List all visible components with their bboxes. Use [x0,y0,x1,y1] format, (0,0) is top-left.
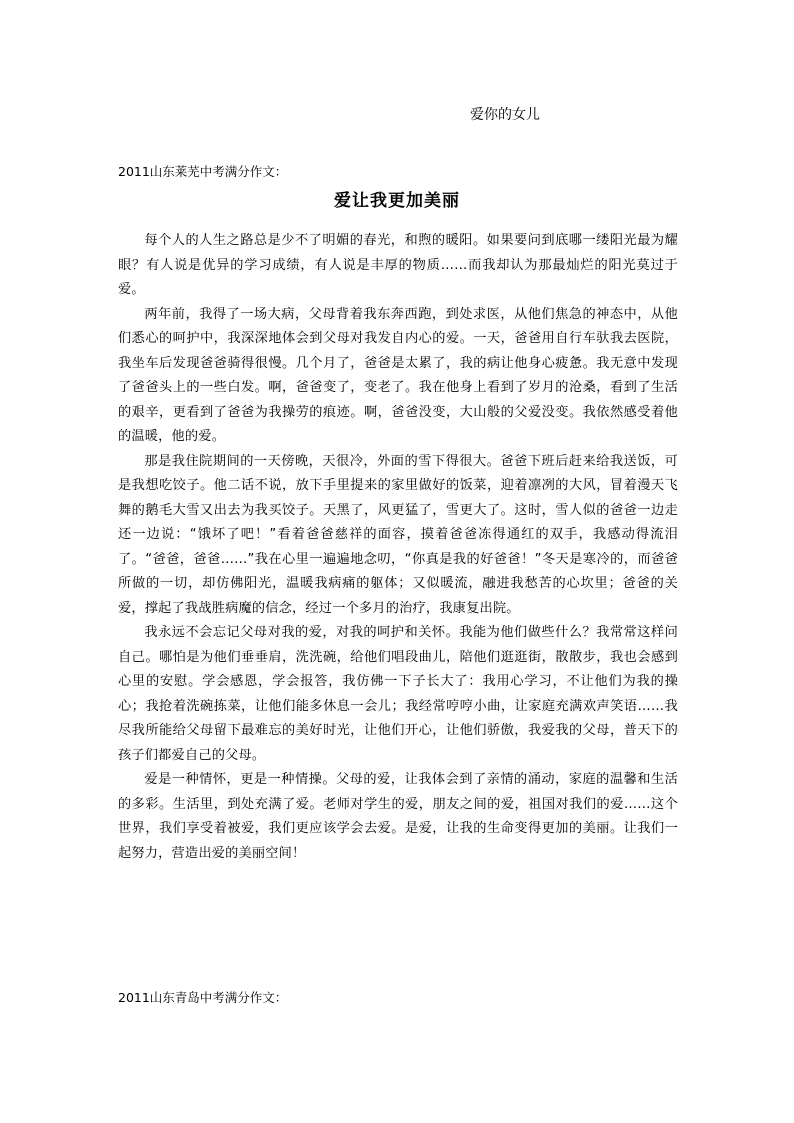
essay-source-label: 2011山东莱芜中考满分作文： [118,164,288,179]
letter-signature: 爱你的女儿 [470,107,540,123]
essay-body [118,229,678,866]
essay-paragraph: 每个人的人生之路总是少不了明媚的春光，和煦的暖阳。如果要问到底哪一缕阳光最为耀眼？有人说是优异的学习成绩，有人说是丰厚的物质……而我却认为那最灿烂的阳光莫过于爱。 [118,233,678,297]
essay-title: 爱让我更加美丽 [334,191,460,211]
essay-paragraph: 我永远不会忘记父母对我的爱，对我的呵护和关怀。我能为他们做些什么？我常常这样问自己。哪怕是为他们垂垂肩，洗洗碗，给他们唱段曲儿，陪他们逛逛街，散散步，我也会感到心里的安慰。学会感恩，学会报答，我仿佛一下子长大了：我用心学习，不让他们为我的操心；我抢着洗碗拣菜，让他们能多休息一会儿；我经常哼哼小曲，让家庭充满欢声笑语……我尽我所能给父母留下最难忘的美好时光，让他们开心，让他们骄傲，我爱我的父母，普天下的孩子们都爱自己的父母。 [118,625,678,763]
next-essay-source-label: 2011山东青岛中考满分作文： [118,990,288,1005]
essay-paragraph: 爱是一种情怀，更是一种情操。父母的爱，让我体会到了亲情的涌动，家庭的温馨和生活的多彩。生活里，到处充满了爱。老师对学生的爱，朋友之间的爱，祖国对我们的爱……这个世界，我们享受着被爱，我们更应该学会去爱。是爱，让我的生命变得更加的美丽。让我们一起努力，营造出爱的美丽空间！ [118,772,678,861]
essay-paragraph: 两年前，我得了一场大病，父母背着我东奔西跑，到处求医，从他们焦急的神态中，从他们悉心的呵护中，我深深地体会到父母对我发自内心的爱。一天，爸爸用自行车驮我去医院，我坐车后发现爸爸骑得很慢。几个月了，爸爸是太累了，我的病让他身心疲惫。我无意中发现了爸爸头上的一些白发。啊，爸爸变了，变老了。我在他身上看到了岁月的沧桑，看到了生活的艰辛，更看到了爸爸为我操劳的痕迹。啊，爸爸没变，大山般的父爱没变。我依然感受着他的温暖，他的爱。 [118,306,678,444]
essay-paragraph: 那是我住院期间的一天傍晚，天很冷，外面的雪下得很大。爸爸下班后赶来给我送饭，可是我想吃饺子。他二话不说，放下手里提来的家里做好的饭菜，迎着凛冽的大风，冒着漫天飞舞的鹅毛大雪又出去为我买饺子。天黑了，风更猛了，雪更大了。这时，雪人似的爸爸一边走还一边说：“饿坏了吧！”看着爸爸慈祥的面容，摸着爸爸冻得通红的双手，我感动得流泪了。“爸爸，爸爸……”我在心里一遍遍地念叨，“你真是我的好爸爸！”冬天是寒冷的，而爸爸所做的一切，却仿佛阳光，温暖我病痛的躯体；又似暖流，融进我愁苦的心坎里；爸爸的关爱，撑起了我战胜病魔的信念，经过一个多月的治疗，我康复出院。 [118,453,678,616]
